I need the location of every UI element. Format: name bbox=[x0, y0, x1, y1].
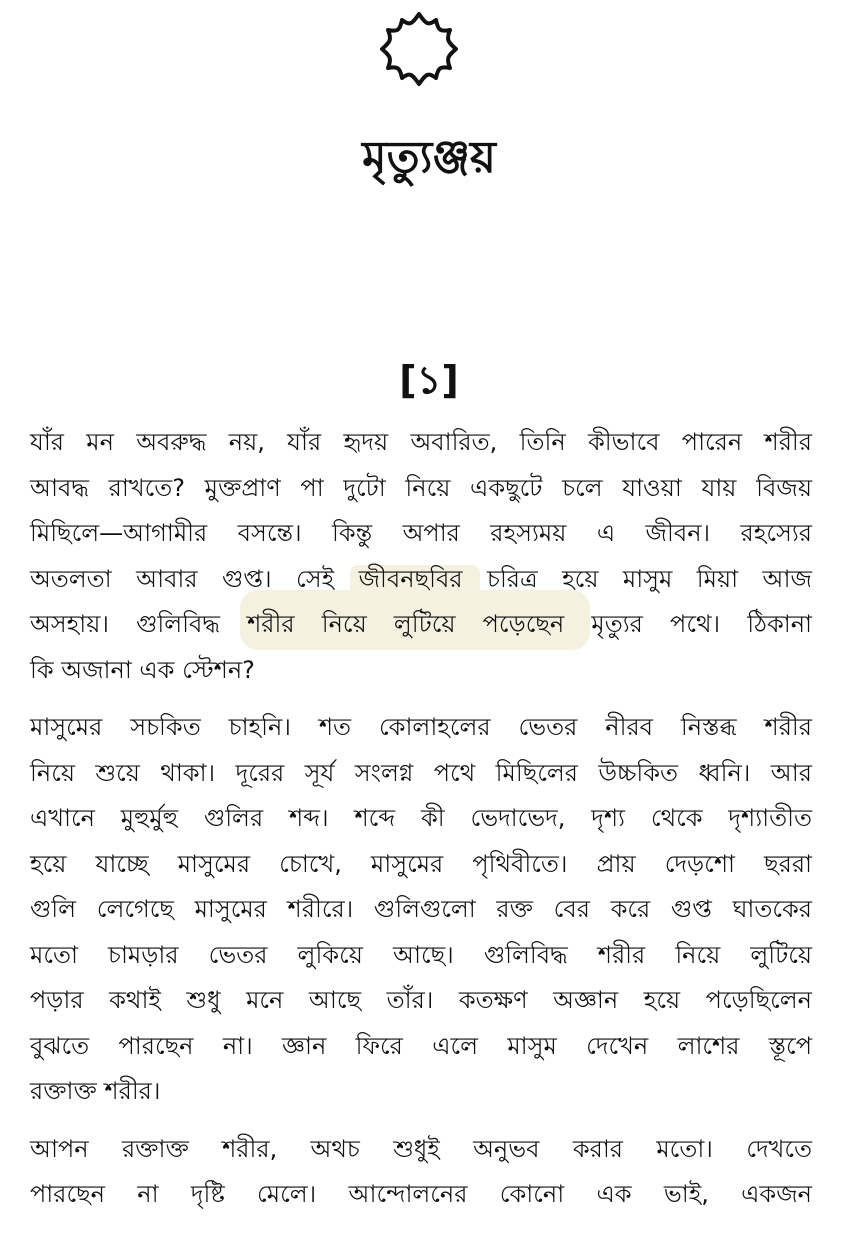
flower-outline-icon bbox=[376, 6, 462, 92]
text-line: মাসুমের সচকিত চাহনি। শত কোলাহলের ভেতর নীরব নিস্তব্ধ শরীর bbox=[30, 713, 812, 741]
text-line: নিয়ে শুয়ে থাকা। দূরের সূর্য সংলগ্ন পথে মিছিলের উচ্চকিত ধ্বনি। আর bbox=[30, 758, 812, 787]
text-line: অসহায়। গুলিবিদ্ধ শরীর নিয়ে লুটিয়ে পড়েছেন মৃত্যুর পথে। ঠিকানা bbox=[30, 610, 812, 638]
text-line: আবদ্ধ রাখতে? মুক্তপ্রাণ পা দুটো নিয়ে একছুটে চলে যাওয়া যায় বিজয় bbox=[30, 473, 812, 502]
text-line: যাঁর মন অবরুদ্ধ নয়, যাঁর হৃদয় অবারিত, তিনি কীভাবে পারেন শরীর bbox=[30, 428, 812, 456]
text-line: পড়ার কথাই শুধু মনে আছে তাঁর। কতক্ষণ অজ্ঞান হয়ে পড়েছিলেন bbox=[30, 986, 812, 1014]
paragraph-3 bbox=[30, 1127, 812, 1218]
text-line: রক্তাক্ত শরীর। bbox=[30, 1077, 161, 1105]
text-line: মতো চামড়ার ভেতর লুকিয়ে আছে। গুলিবিদ্ধ শরীর নিয়ে লুটিয়ে bbox=[30, 940, 812, 969]
text-line: অতলতা আবার গুপ্ত। সেই জীবনছবির চরিত্র হয়ে মাসুম মিয়া আজ bbox=[30, 564, 812, 593]
paragraph-2 bbox=[30, 705, 812, 1115]
text-line: মিছিলে—আগামীর বসন্তে। কিন্তু অপার রহস্যময় এ জীবন। রহস্যের bbox=[30, 519, 812, 547]
paragraph-1 bbox=[30, 420, 812, 693]
text-line: এখানে মুহুর্মুহু গুলির শব্দ। শব্দে কী ভেদাভেদ, দৃশ্য থেকে দৃশ্যাতীত bbox=[30, 804, 812, 832]
text-line: বুঝতে পারছেন না। জ্ঞান ফিরে এলে মাসুম দেখেন লাশের স্তূপে bbox=[30, 1031, 812, 1060]
body-text bbox=[30, 420, 812, 1230]
chapter-number: [১] bbox=[399, 358, 459, 402]
text-line: পারছেন না দৃষ্টি মেলে। আন্দোলনের কোনো এক ভাই, একজন bbox=[30, 1180, 812, 1208]
page-title: মৃত্যুঞ্জয় bbox=[362, 132, 496, 183]
text-line: হয়ে যাচ্ছে মাসুমের চোখে, মাসুমের পৃথিবীতে। প্রায় দেড়শো ছররা bbox=[30, 849, 812, 878]
text-line: গুলি লেগেছে মাসুমের শরীরে। গুলিগুলো রক্ত বের করে গুপ্ত ঘাতকের bbox=[30, 895, 812, 923]
text-line: কি অজানা এক স্টেশন? bbox=[30, 655, 255, 684]
text-line: আপন রক্তাক্ত শরীর, অথচ শুধুই অনুভব করার মতো। দেখতে bbox=[30, 1134, 812, 1163]
